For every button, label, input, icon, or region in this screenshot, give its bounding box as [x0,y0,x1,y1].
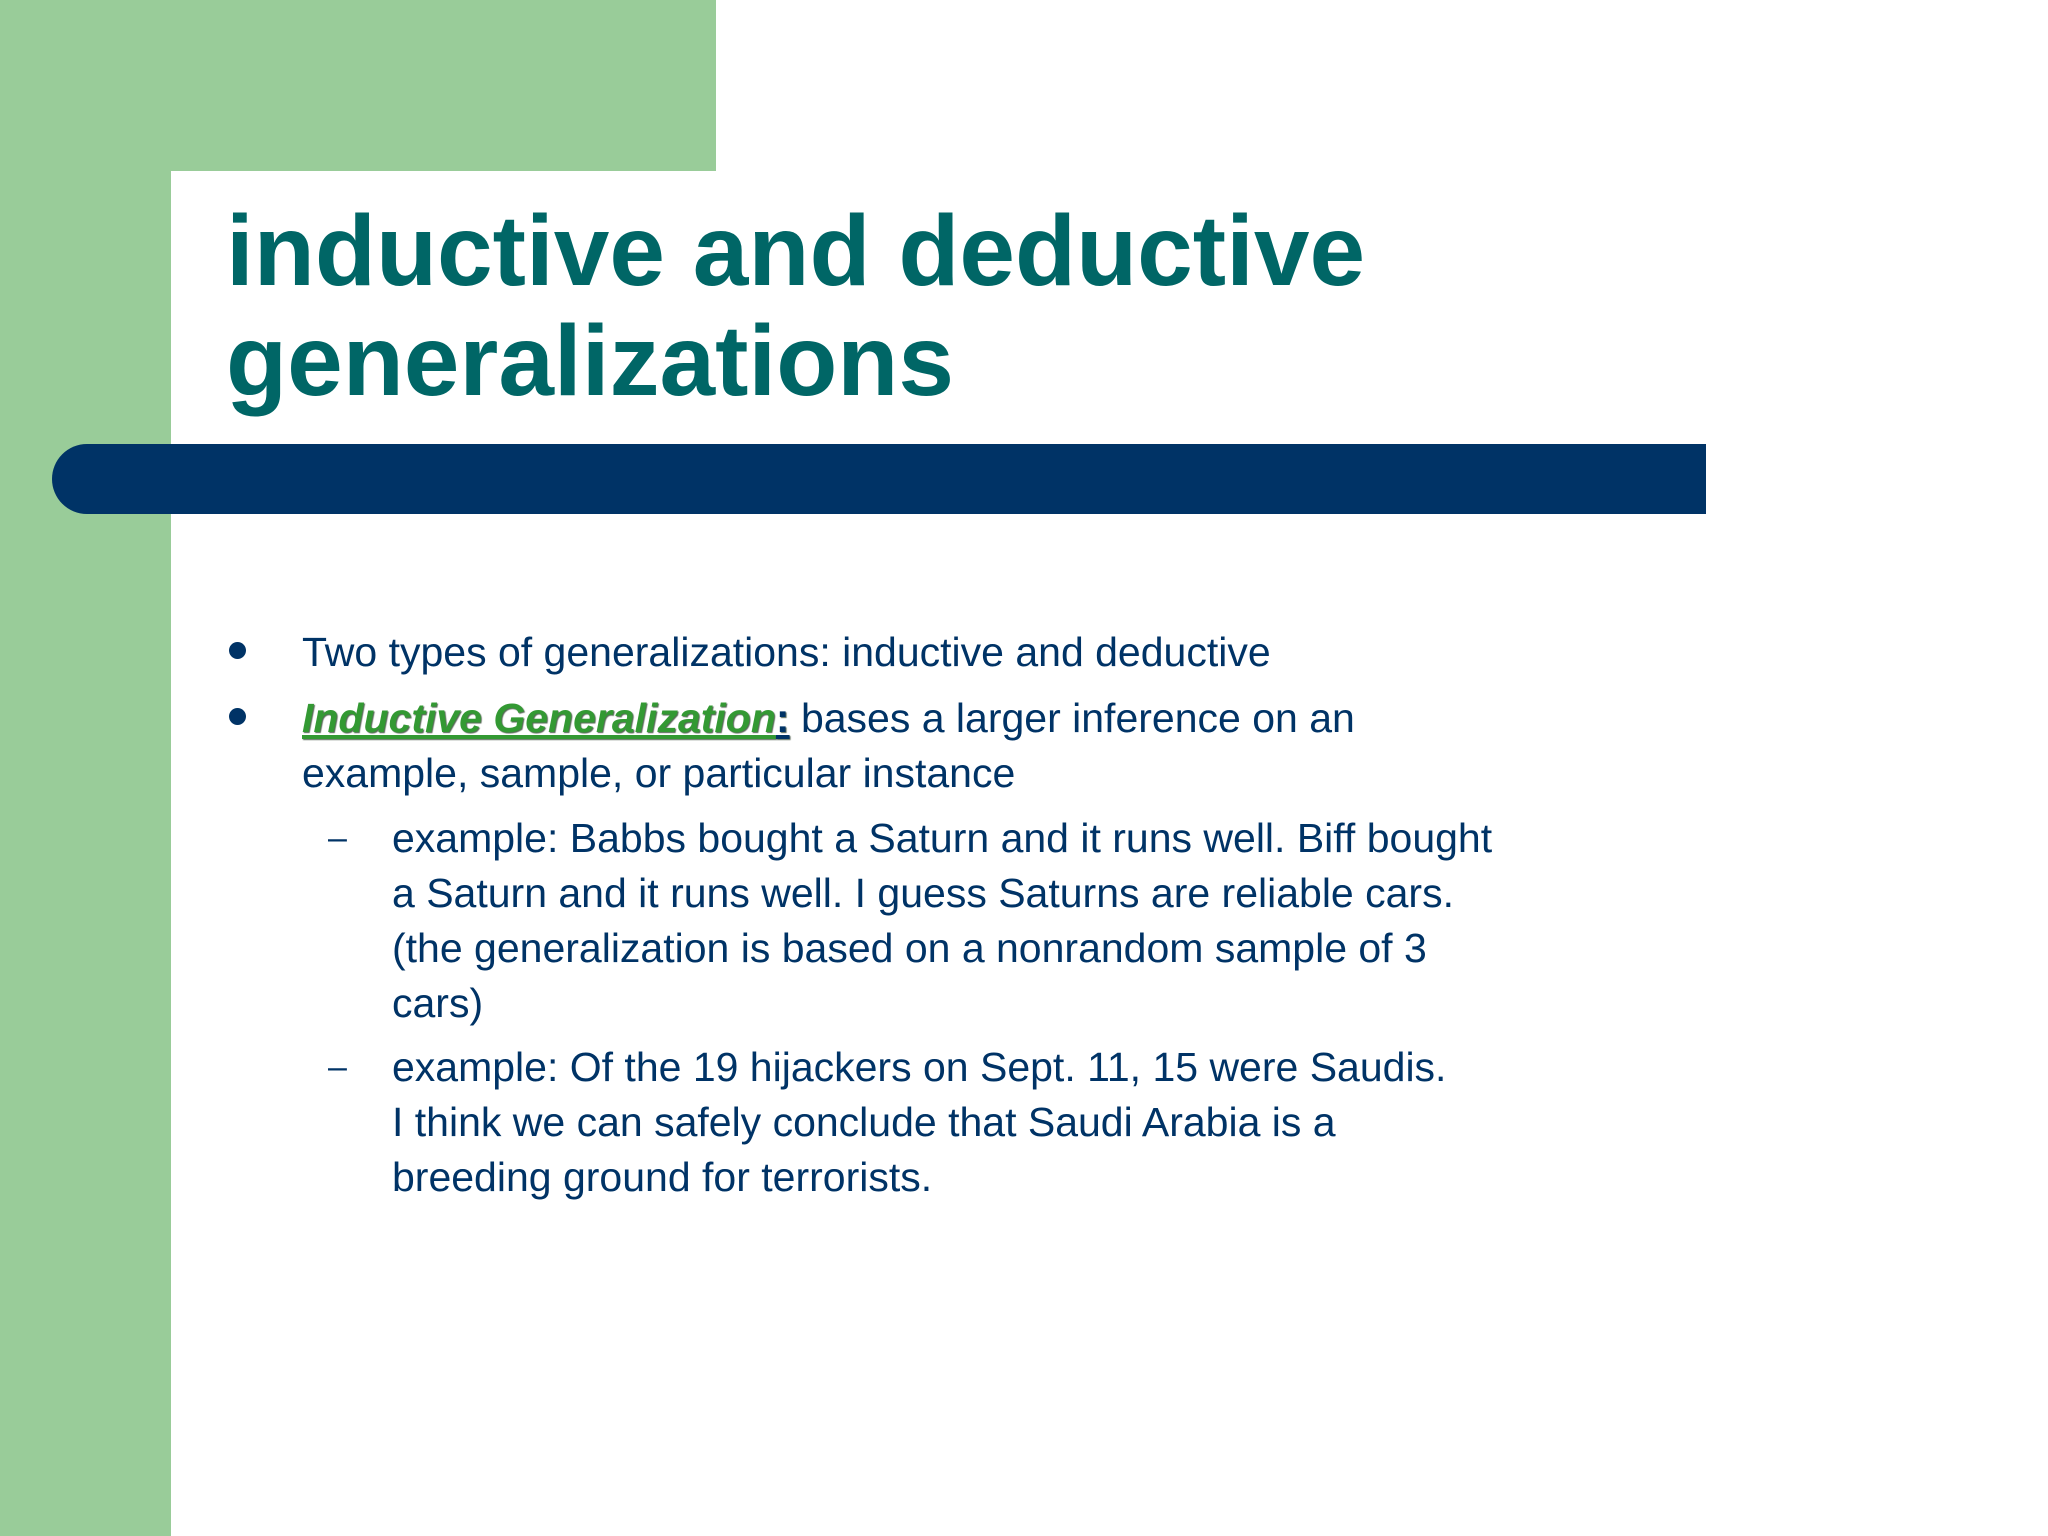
term-highlight: Inductive Generalization [302,695,776,741]
bullet-dot-icon [229,708,246,725]
bullet-item [302,625,1502,680]
sub-bullet-text: example: Of the 19 hijackers on Sept. 11, 15 were Saudis. I think we can safely conclude that Saudi Arabia is a breeding ground for terrorists. [392,1044,1447,1200]
term-colon: : [775,695,790,741]
dash-icon: – [328,1048,347,1086]
bullet-text: bases a larger inference on an example, sample, or particular instance [302,695,1355,796]
sub-bullet-item [392,811,1502,1031]
dash-icon: – [328,819,347,857]
slide-title: inductive and deductive generalizations [226,195,1366,417]
sub-bullet-item [392,1040,1452,1205]
bullet-dot-icon [229,642,246,659]
bullet-item [302,691,1502,801]
sub-bullet-text: example: Babbs bought a Saturn and it runs well. Biff bought a Saturn and it runs well. I guess Saturns are reliable cars. (the generalization is based on a nonrandom sample of 3 cars) [392,815,1493,1026]
bullet-text: Two types of generalizations: inductive and deductive [302,629,1271,675]
